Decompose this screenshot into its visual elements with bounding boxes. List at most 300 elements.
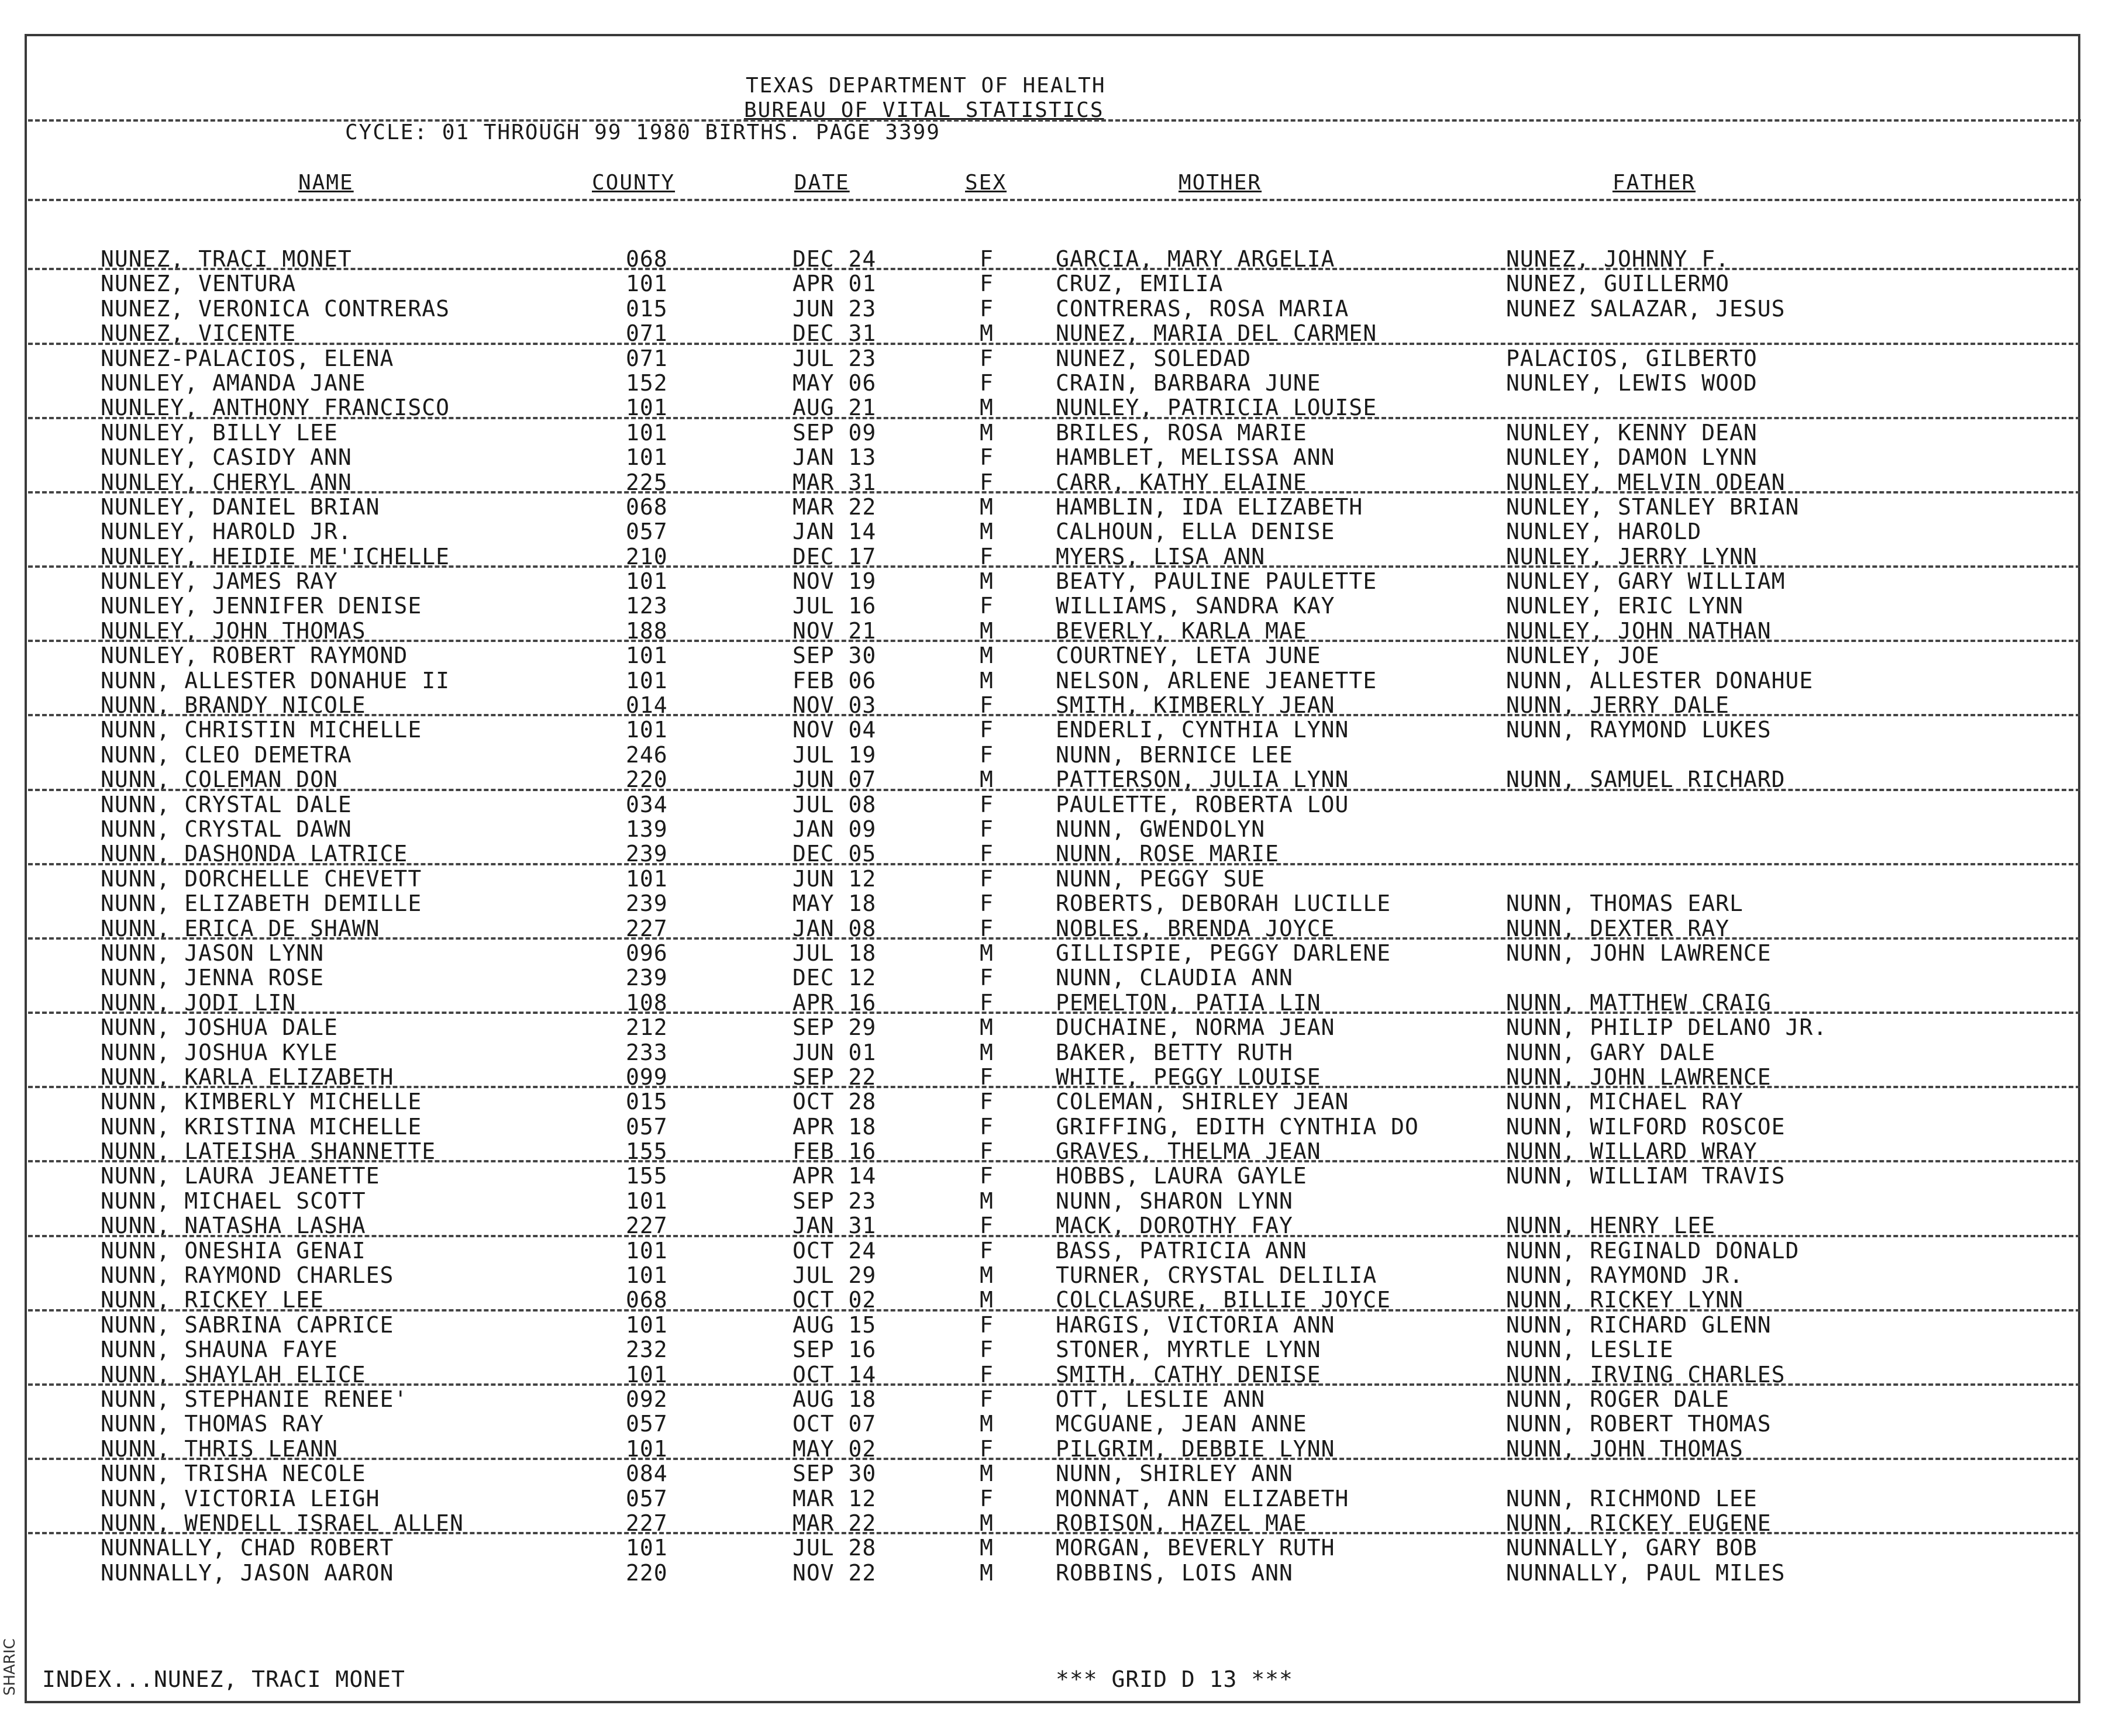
record-father: NUNLEY, GARY WILLIAM <box>1506 568 1786 595</box>
table-row <box>0 271 2126 296</box>
table-row <box>0 743 2126 767</box>
record-county: 101 <box>626 1312 668 1338</box>
record-name: NUNN, ERICA DE SHAWN <box>101 915 380 941</box>
record-father: NUNN, PHILIP DELANO JR. <box>1506 1014 1828 1041</box>
record-name: NUNN, JASON LYNN <box>101 940 325 966</box>
record-name: NUNN, KIMBERLY MICHELLE <box>101 1089 422 1115</box>
footer-grid: *** GRID D 13 *** <box>1056 1666 1293 1692</box>
record-mother: GILLISPIE, PEGGY DARLENE <box>1056 940 1391 966</box>
record-sex: M <box>980 1411 994 1437</box>
table-row <box>0 593 2126 618</box>
record-father: NUNN, ROGER DALE <box>1506 1386 1730 1412</box>
record-mother: OTT, LESLIE ANN <box>1056 1386 1266 1412</box>
record-mother: BASS, PATRICIA ANN <box>1056 1237 1307 1264</box>
table-row <box>0 1040 2126 1065</box>
record-date: JUL 18 <box>792 940 877 966</box>
record-mother: BRILES, ROSA MARIE <box>1056 419 1307 446</box>
record-sex: F <box>980 370 994 396</box>
record-county: 233 <box>626 1039 668 1065</box>
record-sex: F <box>980 1485 994 1511</box>
record-mother: MORGAN, BEVERLY RUTH <box>1056 1535 1335 1561</box>
table-row <box>0 1089 2126 1114</box>
record-date: JUN 12 <box>792 865 877 892</box>
record-name: NUNLEY, JOHN THOMAS <box>101 617 366 644</box>
record-sex: M <box>980 617 994 644</box>
record-mother: NUNN, ROSE MARIE <box>1056 841 1280 867</box>
record-name: NUNN, JODI LIN <box>101 989 297 1016</box>
record-date: SEP 22 <box>792 1064 877 1090</box>
record-date: JUL 08 <box>792 791 877 817</box>
record-mother: MONNAT, ANN ELIZABETH <box>1056 1485 1349 1511</box>
record-mother: CALHOUN, ELLA DENISE <box>1056 519 1335 545</box>
record-father: NUNN, THOMAS EARL <box>1506 891 1743 917</box>
record-father: NUNN, RICHMOND LEE <box>1506 1485 1758 1511</box>
record-name: NUNN, ONESHIA GENAI <box>101 1237 366 1264</box>
table-row <box>0 1238 2126 1263</box>
record-father: NUNLEY, LEWIS WOOD <box>1506 370 1758 396</box>
table-row <box>0 1362 2126 1387</box>
record-date: JUN 23 <box>792 295 877 322</box>
record-father: NUNN, MICHAEL RAY <box>1506 1089 1743 1115</box>
record-father: NUNLEY, KENNY DEAN <box>1506 419 1758 446</box>
table-row <box>0 1387 2126 1411</box>
record-name: NUNN, ELIZABETH DEMILLE <box>101 891 422 917</box>
record-sex: M <box>980 568 994 595</box>
record-county: 101 <box>626 1535 668 1561</box>
table-row <box>0 941 2126 965</box>
record-sex: F <box>980 1361 994 1388</box>
record-date: OCT 24 <box>792 1237 877 1264</box>
record-date: MAR 31 <box>792 469 877 495</box>
record-county: 101 <box>626 444 668 471</box>
column-header-date: DATE <box>794 171 850 195</box>
record-county: 101 <box>626 717 668 743</box>
table-row <box>0 544 2126 569</box>
record-mother: NUNN, SHIRLEY ANN <box>1056 1461 1293 1487</box>
record-name: NUNLEY, JENNIFER DENISE <box>101 593 422 619</box>
table-row <box>0 643 2126 668</box>
record-name: NUNN, SABRINA CAPRICE <box>101 1312 394 1338</box>
record-county: 099 <box>626 1064 668 1090</box>
record-sex: M <box>980 1461 994 1487</box>
record-county: 092 <box>626 1386 668 1412</box>
record-name: NUNN, NATASHA LASHA <box>101 1213 366 1239</box>
column-header-divider <box>28 199 2081 201</box>
record-father: NUNLEY, DAMON LYNN <box>1506 444 1758 471</box>
record-county: 101 <box>626 271 668 297</box>
record-father: NUNEZ SALAZAR, JESUS <box>1506 295 1786 322</box>
record-date: DEC 31 <box>792 320 877 347</box>
table-row <box>0 1561 2126 1585</box>
record-date: DEC 05 <box>792 841 877 867</box>
record-date: MAY 06 <box>792 370 877 396</box>
table-row <box>0 916 2126 941</box>
record-sex: M <box>980 395 994 421</box>
record-sex: M <box>980 1014 994 1041</box>
column-header-name: NAME <box>298 171 354 195</box>
record-mother: GRIFFING, EDITH CYNTHIA DO <box>1056 1113 1419 1140</box>
record-father: NUNN, ALLESTER DONAHUE <box>1506 667 1814 693</box>
header-cycle: CYCLE: 01 THROUGH 99 1980 BIRTHS. PAGE 3399 <box>345 120 940 144</box>
record-mother: NUNN, SHARON LYNN <box>1056 1188 1293 1214</box>
record-county: 101 <box>626 1262 668 1289</box>
table-row <box>0 445 2126 470</box>
record-date: NOV 21 <box>792 617 877 644</box>
record-mother: COLEMAN, SHIRLEY JEAN <box>1056 1089 1349 1115</box>
table-row <box>0 395 2126 420</box>
record-mother: NUNN, BERNICE LEE <box>1056 741 1293 768</box>
table-row <box>0 1511 2126 1535</box>
record-father: NUNN, WILLIAM TRAVIS <box>1506 1163 1786 1189</box>
record-sex: F <box>980 1113 994 1140</box>
record-date: OCT 07 <box>792 1411 877 1437</box>
record-mother: HOBBS, LAURA GAYLE <box>1056 1163 1307 1189</box>
record-father: NUNN, WILFORD ROSCOE <box>1506 1113 1786 1140</box>
record-date: JUL 19 <box>792 741 877 768</box>
record-county: 015 <box>626 295 668 322</box>
record-county: 225 <box>626 469 668 495</box>
record-date: JUN 01 <box>792 1039 877 1065</box>
record-county: 101 <box>626 1361 668 1388</box>
record-county: 152 <box>626 370 668 396</box>
table-row <box>0 1437 2126 1461</box>
record-date: MAR 22 <box>792 493 877 520</box>
record-father: NUNN, JERRY DALE <box>1506 692 1730 719</box>
record-father: NUNN, ROBERT THOMAS <box>1506 1411 1772 1437</box>
record-sex: F <box>980 1138 994 1165</box>
record-father: NUNN, MATTHEW CRAIG <box>1506 989 1772 1016</box>
record-sex: M <box>980 1039 994 1065</box>
column-header-county: COUNTY <box>592 171 676 195</box>
record-sex: M <box>980 1287 994 1313</box>
record-father: NUNN, JOHN THOMAS <box>1506 1435 1743 1462</box>
record-father: NUNNALLY, PAUL MILES <box>1506 1559 1786 1586</box>
record-mother: HAMBLIN, IDA ELIZABETH <box>1056 493 1363 520</box>
record-mother: NUNEZ, SOLEDAD <box>1056 345 1252 371</box>
record-date: MAY 18 <box>792 891 877 917</box>
record-mother: CRAIN, BARBARA JUNE <box>1056 370 1321 396</box>
record-sex: M <box>980 643 994 669</box>
record-father: NUNLEY, STANLEY BRIAN <box>1506 493 1800 520</box>
record-name: NUNLEY, CHERYL ANN <box>101 469 352 495</box>
record-sex: F <box>980 841 994 867</box>
record-county: 246 <box>626 741 668 768</box>
record-date: JAN 14 <box>792 519 877 545</box>
column-header-sex: SEX <box>965 171 1007 195</box>
record-county: 014 <box>626 692 668 719</box>
table-row <box>0 420 2126 445</box>
record-name: NUNN, CRYSTAL DALE <box>101 791 352 817</box>
record-father: NUNN, RICHARD GLENN <box>1506 1312 1772 1338</box>
record-name: NUNN, SHAYLAH ELICE <box>101 1361 366 1388</box>
table-row <box>0 792 2126 817</box>
record-sex: M <box>980 493 994 520</box>
record-name: NUNN, DORCHELLE CHEVETT <box>101 865 422 892</box>
record-county: 139 <box>626 816 668 842</box>
header-bureau: BUREAU OF VITAL STATISTICS <box>744 98 1104 122</box>
record-county: 057 <box>626 519 668 545</box>
record-sex: F <box>980 717 994 743</box>
record-mother: CRUZ, EMILIA <box>1056 271 1224 297</box>
record-name: NUNLEY, ROBERT RAYMOND <box>101 643 408 669</box>
record-sex: F <box>980 791 994 817</box>
record-date: MAY 02 <box>792 1435 877 1462</box>
record-sex: F <box>980 1163 994 1189</box>
table-row <box>0 767 2126 792</box>
record-mother: NELSON, ARLENE JEANETTE <box>1056 667 1377 693</box>
record-county: 101 <box>626 643 668 669</box>
record-name: NUNN, STEPHANIE RENEE' <box>101 1386 408 1412</box>
record-date: NOV 19 <box>792 568 877 595</box>
table-row <box>0 1114 2126 1139</box>
record-sex: F <box>980 816 994 842</box>
record-sex: F <box>980 1312 994 1338</box>
record-name: NUNN, MICHAEL SCOTT <box>101 1188 366 1214</box>
record-sex: F <box>980 1386 994 1412</box>
record-sex: M <box>980 419 994 446</box>
record-name: NUNN, COLEMAN DON <box>101 767 338 793</box>
record-date: AUG 15 <box>792 1312 877 1338</box>
record-county: 123 <box>626 593 668 619</box>
record-father: NUNN, JOHN LAWRENCE <box>1506 1064 1772 1090</box>
record-sex: F <box>980 543 994 570</box>
record-county: 068 <box>626 493 668 520</box>
record-mother: MACK, DOROTHY FAY <box>1056 1213 1293 1239</box>
table-row <box>0 1139 2126 1164</box>
record-sex: F <box>980 865 994 892</box>
record-father: NUNEZ, JOHNNY F. <box>1506 246 1730 272</box>
record-father: NUNLEY, JERRY LYNN <box>1506 543 1758 570</box>
record-mother: PAULETTE, ROBERTA LOU <box>1056 791 1349 817</box>
table-row <box>0 470 2126 495</box>
record-county: 101 <box>626 1237 668 1264</box>
record-date: JUL 23 <box>792 345 877 371</box>
record-county: 210 <box>626 543 668 570</box>
record-mother: ROBISON, HAZEL MAE <box>1056 1510 1307 1536</box>
record-sex: M <box>980 320 994 347</box>
record-date: APR 14 <box>792 1163 877 1189</box>
table-row <box>0 1411 2126 1436</box>
record-date: AUG 21 <box>792 395 877 421</box>
record-date: MAR 12 <box>792 1485 877 1511</box>
record-name: NUNNALLY, JASON AARON <box>101 1559 394 1586</box>
table-row <box>0 990 2126 1015</box>
record-county: 057 <box>626 1485 668 1511</box>
record-county: 101 <box>626 568 668 595</box>
column-header-mother: MOTHER <box>1179 171 1262 195</box>
record-county: 101 <box>626 419 668 446</box>
record-father: NUNLEY, MELVIN ODEAN <box>1506 469 1786 495</box>
record-father: NUNNALLY, GARY BOB <box>1506 1535 1758 1561</box>
record-father: NUNN, RICKEY LYNN <box>1506 1287 1743 1313</box>
record-mother: STONER, MYRTLE LYNN <box>1056 1337 1321 1363</box>
record-sex: F <box>980 295 994 322</box>
record-mother: NUNEZ, MARIA DEL CARMEN <box>1056 320 1377 347</box>
table-row <box>0 1065 2126 1089</box>
record-mother: SMITH, KIMBERLY JEAN <box>1056 692 1335 719</box>
record-county: 015 <box>626 1089 668 1115</box>
record-date: NOV 22 <box>792 1559 877 1586</box>
record-county: 239 <box>626 841 668 867</box>
record-sex: F <box>980 593 994 619</box>
table-row <box>0 1313 2126 1337</box>
record-mother: TURNER, CRYSTAL DELILIA <box>1056 1262 1377 1289</box>
record-name: NUNLEY, HAROLD JR. <box>101 519 352 545</box>
table-row <box>0 867 2126 891</box>
record-county: 220 <box>626 1559 668 1586</box>
record-name: NUNN, LATEISHA SHANNETTE <box>101 1138 436 1165</box>
record-name: NUNN, THOMAS RAY <box>101 1411 325 1437</box>
record-county: 188 <box>626 617 668 644</box>
record-sex: F <box>980 692 994 719</box>
record-date: FEB 16 <box>792 1138 877 1165</box>
record-sex: F <box>980 741 994 768</box>
table-row <box>0 569 2126 593</box>
record-sex: F <box>980 469 994 495</box>
record-date: NOV 04 <box>792 717 877 743</box>
footer-index: INDEX...NUNEZ, TRACI MONET <box>42 1666 405 1692</box>
header-agency: TEXAS DEPARTMENT OF HEALTH <box>746 74 1106 98</box>
record-date: SEP 30 <box>792 643 877 669</box>
record-mother: CONTRERAS, ROSA MARIA <box>1056 295 1349 322</box>
record-father: NUNN, GARY DALE <box>1506 1039 1716 1065</box>
record-date: APR 16 <box>792 989 877 1016</box>
record-date: JUL 16 <box>792 593 877 619</box>
record-mother: COLCLASURE, BILLIE JOYCE <box>1056 1287 1391 1313</box>
record-sex: M <box>980 1510 994 1536</box>
record-date: MAR 22 <box>792 1510 877 1536</box>
record-county: 101 <box>626 865 668 892</box>
record-father: PALACIOS, GILBERTO <box>1506 345 1758 371</box>
record-county: 101 <box>626 667 668 693</box>
table-row <box>0 519 2126 544</box>
record-date: OCT 28 <box>792 1089 877 1115</box>
record-name: NUNLEY, DANIEL BRIAN <box>101 493 380 520</box>
record-county: 155 <box>626 1138 668 1165</box>
record-sex: M <box>980 1262 994 1289</box>
record-mother: CARR, KATHY ELAINE <box>1056 469 1307 495</box>
record-father: NUNN, SAMUEL RICHARD <box>1506 767 1786 793</box>
table-row <box>0 841 2126 866</box>
record-mother: GRAVES, THELMA JEAN <box>1056 1138 1321 1165</box>
record-county: 034 <box>626 791 668 817</box>
record-sex: F <box>980 271 994 297</box>
record-date: JAN 08 <box>792 915 877 941</box>
record-county: 212 <box>626 1014 668 1041</box>
table-row <box>0 247 2126 271</box>
table-row <box>0 1337 2126 1362</box>
record-mother: COURTNEY, LETA JUNE <box>1056 643 1321 669</box>
record-date: DEC 17 <box>792 543 877 570</box>
record-sex: M <box>980 519 994 545</box>
record-date: SEP 30 <box>792 1461 877 1487</box>
table-row <box>0 668 2126 693</box>
record-county: 068 <box>626 246 668 272</box>
record-father: NUNN, DEXTER RAY <box>1506 915 1730 941</box>
records-table <box>0 247 2126 1585</box>
record-sex: F <box>980 1213 994 1239</box>
record-father: NUNLEY, JOHN NATHAN <box>1506 617 1772 644</box>
header-divider <box>28 119 2081 122</box>
record-mother: PATTERSON, JULIA LYNN <box>1056 767 1349 793</box>
record-name: NUNN, BRANDY NICOLE <box>101 692 366 719</box>
record-date: JAN 09 <box>792 816 877 842</box>
record-date: DEC 24 <box>792 246 877 272</box>
record-name: NUNEZ, TRACI MONET <box>101 246 352 272</box>
record-sex: M <box>980 667 994 693</box>
record-sex: M <box>980 1559 994 1586</box>
table-row <box>0 1461 2126 1486</box>
record-name: NUNLEY, AMANDA JANE <box>101 370 366 396</box>
record-name: NUNN, SHAUNA FAYE <box>101 1337 338 1363</box>
record-father: NUNN, HENRY LEE <box>1506 1213 1716 1239</box>
table-row <box>0 965 2126 990</box>
record-sex: F <box>980 1237 994 1264</box>
record-name: NUNN, ALLESTER DONAHUE II <box>101 667 450 693</box>
record-mother: DUCHAINE, NORMA JEAN <box>1056 1014 1335 1041</box>
record-sex: F <box>980 345 994 371</box>
table-row <box>0 296 2126 321</box>
record-date: DEC 12 <box>792 965 877 991</box>
record-father: NUNN, IRVING CHARLES <box>1506 1361 1786 1388</box>
record-name: NUNN, CLEO DEMETRA <box>101 741 352 768</box>
record-name: NUNEZ, VERONICA CONTRERAS <box>101 295 450 322</box>
record-date: JAN 13 <box>792 444 877 471</box>
record-date: SEP 16 <box>792 1337 877 1363</box>
record-father: NUNN, RAYMOND LUKES <box>1506 717 1772 743</box>
record-county: 071 <box>626 320 668 347</box>
record-name: NUNEZ, VICENTE <box>101 320 297 347</box>
table-row <box>0 1263 2126 1288</box>
table-row <box>0 817 2126 841</box>
record-name: NUNN, CHRISTIN MICHELLE <box>101 717 422 743</box>
record-date: AUG 18 <box>792 1386 877 1412</box>
record-date: FEB 06 <box>792 667 877 693</box>
record-name: NUNN, RAYMOND CHARLES <box>101 1262 394 1289</box>
record-name: NUNLEY, ANTHONY FRANCISCO <box>101 395 450 421</box>
record-date: APR 01 <box>792 271 877 297</box>
record-date: JUN 07 <box>792 767 877 793</box>
record-sex: F <box>980 891 994 917</box>
table-row <box>0 1535 2126 1560</box>
record-mother: GARCIA, MARY ARGELIA <box>1056 246 1335 272</box>
record-sex: M <box>980 1188 994 1214</box>
record-county: 057 <box>626 1113 668 1140</box>
record-county: 101 <box>626 1435 668 1462</box>
record-mother: MCGUANE, JEAN ANNE <box>1056 1411 1307 1437</box>
record-county: 232 <box>626 1337 668 1363</box>
record-date: JUL 28 <box>792 1535 877 1561</box>
record-father: NUNLEY, ERIC LYNN <box>1506 593 1743 619</box>
record-name: NUNN, CRYSTAL DAWN <box>101 816 352 842</box>
record-date: NOV 03 <box>792 692 877 719</box>
table-row <box>0 495 2126 519</box>
record-name: NUNN, LAURA JEANETTE <box>101 1163 380 1189</box>
record-mother: NUNN, GWENDOLYN <box>1056 816 1266 842</box>
record-name: NUNLEY, CASIDY ANN <box>101 444 352 471</box>
record-father: NUNN, LESLIE <box>1506 1337 1674 1363</box>
record-sex: F <box>980 1089 994 1115</box>
record-name: NUNLEY, BILLY LEE <box>101 419 338 446</box>
record-county: 155 <box>626 1163 668 1189</box>
record-date: SEP 29 <box>792 1014 877 1041</box>
record-sex: M <box>980 1535 994 1561</box>
record-name: NUNN, KRISTINA MICHELLE <box>101 1113 422 1140</box>
record-county: 220 <box>626 767 668 793</box>
record-sex: F <box>980 965 994 991</box>
record-mother: NUNN, PEGGY SUE <box>1056 865 1266 892</box>
record-mother: HAMBLET, MELISSA ANN <box>1056 444 1335 471</box>
